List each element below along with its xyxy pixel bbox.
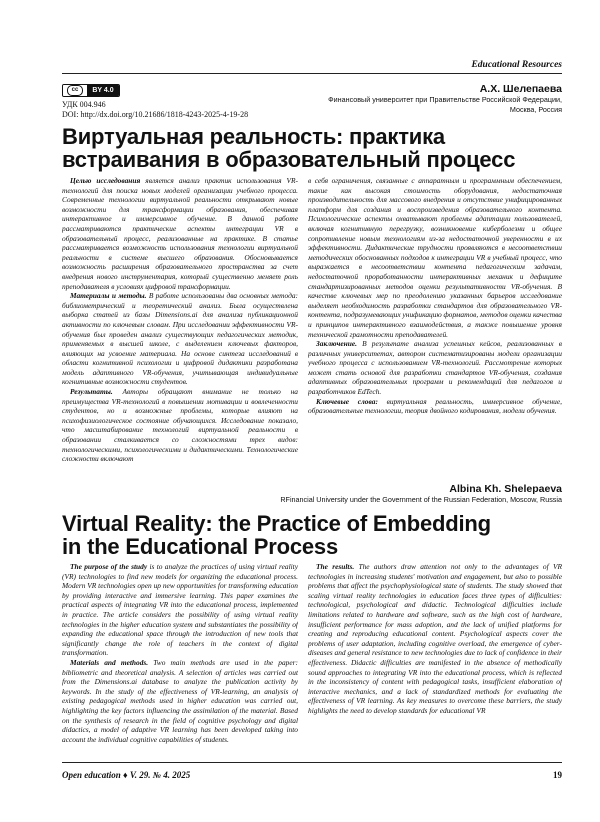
paragraph-label: Целью исследования — [70, 176, 141, 185]
paragraph-text: В результате анализа успешных кейсов, реализованных в различных университетах, автором систематизированы модели организации учебного процесса с использованием VR-технологий. Рассмотрение которых может стать основой для разработки стандартов VR-обучения, создания адаптивных образовательных программ и рекомендаций для педагогов и разработчиков EdTech. — [308, 339, 562, 397]
abstract-paragraph — [62, 387, 298, 464]
abstract-en-left — [62, 562, 298, 755]
author-ru-block — [328, 83, 562, 115]
affiliation-ru-line2: Москва, Россия — [509, 105, 562, 114]
abstract-ru-right — [308, 176, 562, 466]
paragraph-label: Заключение. — [316, 339, 357, 349]
abstract-paragraph — [62, 562, 298, 658]
doi: DOI: http://dx.doi.org/10.21686/1818-4243-2025-4-19-28 — [62, 110, 249, 119]
author-en-block — [280, 483, 562, 505]
paragraph-text: The authors draw attention not only to the advantages of VR technologies in increasing students' motivation and engagement, but also to possible problems that affect the psychophysiological state of students. The study showed that scaling virtual reality technologies in education faces three types of difficulties: technological, psychological and didactic. Technological difficulties include limitations related to hardware and software, such as the high cost of hardware, insufficient performance for mass adoption, and the lack of unified platforms for creating and reproducing educational content. Psychological aspects cover the problems of user adaptation, including cognitive overload, the emergence of cyber-diseases and general resistance to new technologies due to lack of confidence in their effectiveness. Didactic difficulties are manifested in the absence of methodically sound approaches to integrating VR into the educational process, which is reflected in the inconsistency of content with pedagogical tasks, insufficient elaboration of interactive mechanics, and a lack of standardized methods for evaluating the effectiveness of VR learning. As key measures to overcome these barriers, the study highlights the need to develop standards for educational VR — [308, 562, 562, 715]
footer-rule — [62, 762, 562, 763]
page-number: 19 — [553, 770, 562, 780]
abstract-paragraph — [62, 658, 298, 744]
section-title: Educational Resources — [471, 60, 562, 70]
paragraph-label: The results. — [316, 562, 355, 571]
abstract-paragraph — [308, 176, 562, 339]
abstract-en-right — [308, 562, 562, 755]
title-ru: Виртуальная реальность: практика встраивания в образовательный процесс — [62, 124, 516, 172]
paragraph-text: is to analyze the practices of using virtual reality (VR) technologies to find new models for organizing the educational process. Modern VR technologies open up new opportunities for transforming education by providing interactive and immersive learning. This paper examines the practical aspects of integrating VR into the educational process, implemented in practice. The article considers the possibility of using virtual reality technologies in the higher education system and substantiates the possibility of expanding the educational space through the introduction of new tools that significantly change the role of teachers in the context of digital transformation. — [62, 562, 298, 658]
abstract-paragraph — [308, 339, 562, 397]
affiliation-ru-line1: Финансовый университет при Правительстве Российской Федерации, — [328, 95, 562, 104]
diamond-icon: ♦ — [123, 770, 128, 780]
cc-icon: cc — [63, 85, 87, 96]
paragraph-text: Авторы обращают внимание не только на преимущества VR-технологий в повышении мотивации и вовлеченности студентов, но и возможные проблемы, которые влияют на психофизиологическое состояние обучающихся. Исследование показало, что масштабирование технологий виртуальной реальности в образовании сталкивается со сложностями трех видов: технологическими, психологическими и дидактическими. Технологические сложности включают — [62, 387, 298, 464]
paragraph-label: The purpose of the study — [70, 562, 148, 571]
license-label: BY 4.0 — [87, 85, 119, 96]
abstract-paragraph — [308, 562, 562, 716]
author-en: Albina Kh. Shelepaeva — [449, 483, 562, 495]
paragraph-label: Материалы и методы. — [70, 291, 147, 301]
affiliation-en: RFinancial University under the Government of the Russian Federation, Moscow, Russia — [280, 495, 562, 504]
paragraph-text: В работе использованы два основных метода: библиометрический и теоретический анализ. Была осуществлена выборка статей из базы Dimensions.ai для анализа публикационной активности по ключевым словам. При исследовании эффективности VR-обучения был проведен анализ существующих педагогических методик, применяемых в высшей школе, с выделением ключевых факторов, влияющих на усвоение материала. На основе синтеза исследований в области когнитивной психологии и цифровой дидактики разработана модель адаптивного VR-обучения, учитывающая индивидуальные когнитивные возможности студентов. — [62, 291, 298, 387]
paragraph-text: в себя ограничения, связанные с аппаратным и программным обеспечением, такие как высокая стоимость оборудования, недостаточная производительность для массового внедрения и отсутствие унифицированных платформ для создания и воспроизведения образовательного контента. Психологические аспекты охватывают проблемы адаптации пользователей, включая когнитивную перегрузку, возникновение киберболезни и общее сопротивление новым технологиям из-за недостаточной уверенности в их эффективности. Дидактические трудности проявляются в несоответствии методических обоснованных подходов к интеграции VR в учебный процесс, что выражается в несоответствии контента педагогическим задачам, недостаточной проработанности интерактивных механик и дефиците стандартизированных методов оценки результативности VR-обучения. В качестве ключевых мер по преодолению указанных барьеров исследование выделяет необходимость разработки стандартов для образовательного VR-контента, подразумевающих унификацию форматов, методов оценки качества и принципов интерактивного взаимодействия, а также повышение уровня технической грамотности преподавателей. — [308, 176, 562, 339]
title-en: Virtual Reality: the Practice of Embedding in the Educational Process — [62, 511, 491, 559]
paragraph-label: Ключевые слова: — [316, 396, 378, 406]
abstract-paragraph — [62, 176, 298, 291]
paragraph-text: Two main methods are used in the paper: bibliometric and theoretical analysis. A selection of articles was carried out from the Dimensions.ai database to analyze the publication activity by keywords. In the study of the effectiveness of VR-learning, an analysis of existing pedagogical methods used in higher education was carried out, highlighting the key factors influencing the assimilation of the material. Based on the synthesis of research in the field of cognitive psychology and digital didactics, a model of adaptive VR learning has been developed taking into account the individual cognitive capabilities of students. — [62, 657, 298, 744]
author-ru: А.Х. Шелепаева — [479, 83, 562, 95]
abstract-ru-left — [62, 176, 298, 476]
paragraph-label: Результаты. — [70, 387, 113, 397]
paragraph-label: Materials and methods. — [70, 657, 149, 667]
paragraph-text: является анализ практик использования VR-технологий для поиска новых моделей организации учебного процесса. Современные технологии виртуальной реальности открывают новые возможности для трансформации образования, обеспечивая интерактивное и иммерсивное обучение. В данной работе рассматриваются практические аспекты интеграции VR в образовательный процесс, реализованные на практике. В статье рассматривается возможность использования технологии виртуальной реальности в системе высшего образования. Обосновывается возможность расширения образовательного пространства за счет внедрения нового инструментария, который существенно меняет роль преподавателя в условиях цифровой трансформации. — [62, 176, 298, 291]
license-badge[interactable] — [62, 84, 120, 97]
paragraph-text: виртуальная реальность, иммерсивное обучение, образовательные технологии, теория двойного кодирования, модели обучения. — [308, 396, 562, 416]
header-rule — [62, 73, 562, 74]
footer-journal: Open education ♦ V. 29. № 4. 2025 — [62, 770, 191, 780]
abstract-paragraph — [308, 397, 562, 416]
abstract-paragraph — [62, 291, 298, 387]
udk: УДК 004.946 — [62, 100, 106, 109]
